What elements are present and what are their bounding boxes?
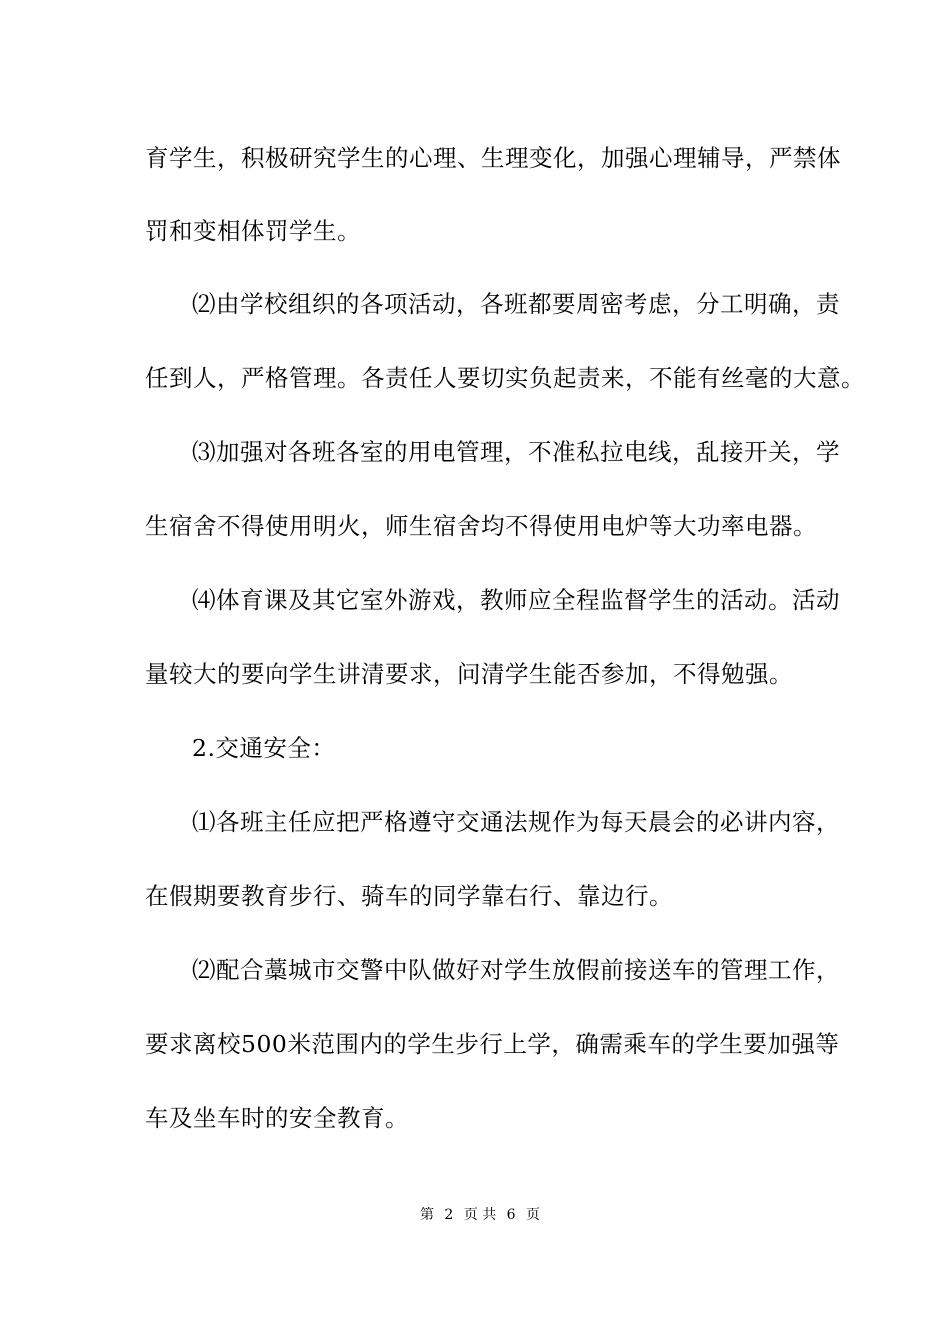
body-line: ⑶加强对各班各室的用电管理，不准私拉电线，乱接开关，学 xyxy=(192,438,840,466)
section-heading: 2.交通安全： xyxy=(192,734,336,762)
body-line: 要求离校500米范围内的学生步行上学，确需乘车的学生要加强等 xyxy=(145,1030,840,1058)
body-line: 车及坐车时的安全教育。 xyxy=(145,1104,409,1132)
current-page-number: 2 xyxy=(444,1207,454,1223)
page-label-prefix: 第 xyxy=(419,1207,434,1223)
body-line: 罚和变相体罚学生。 xyxy=(145,217,361,245)
body-line: 生宿舍不得使用明火，师生宿舍均不得使用电炉等大功率电器。 xyxy=(145,512,817,540)
body-line: 量较大的要向学生讲清要求，问清学生能否参加，不得勉强。 xyxy=(145,660,793,688)
page-label-mid: 页 共 xyxy=(463,1207,497,1223)
body-line: ⑴各班主任应把严格遵守交通法规作为每天晨会的必讲内容， xyxy=(192,808,840,836)
body-line: 育学生，积极研究学生的心理、生理变化，加强心理辅导，严禁体 xyxy=(145,144,841,172)
body-line: ⑵由学校组织的各项活动，各班都要周密考虑，分工明确，责 xyxy=(192,290,840,318)
page-label-suffix: 页 xyxy=(526,1207,541,1223)
body-line: 在假期要教育步行、骑车的同学靠右行、靠边行。 xyxy=(145,882,673,910)
total-pages-number: 6 xyxy=(506,1207,516,1223)
page-number-footer xyxy=(0,1206,950,1224)
body-line: ⑷体育课及其它室外游戏，教师应全程监督学生的活动。活动 xyxy=(192,586,840,614)
body-line: ⑵配合藁城市交警中队做好对学生放假前接送车的管理工作， xyxy=(192,956,840,984)
body-line: 任到人，严格管理。各责任人要切实负起责来，不能有丝毫的大意。 xyxy=(145,364,865,392)
